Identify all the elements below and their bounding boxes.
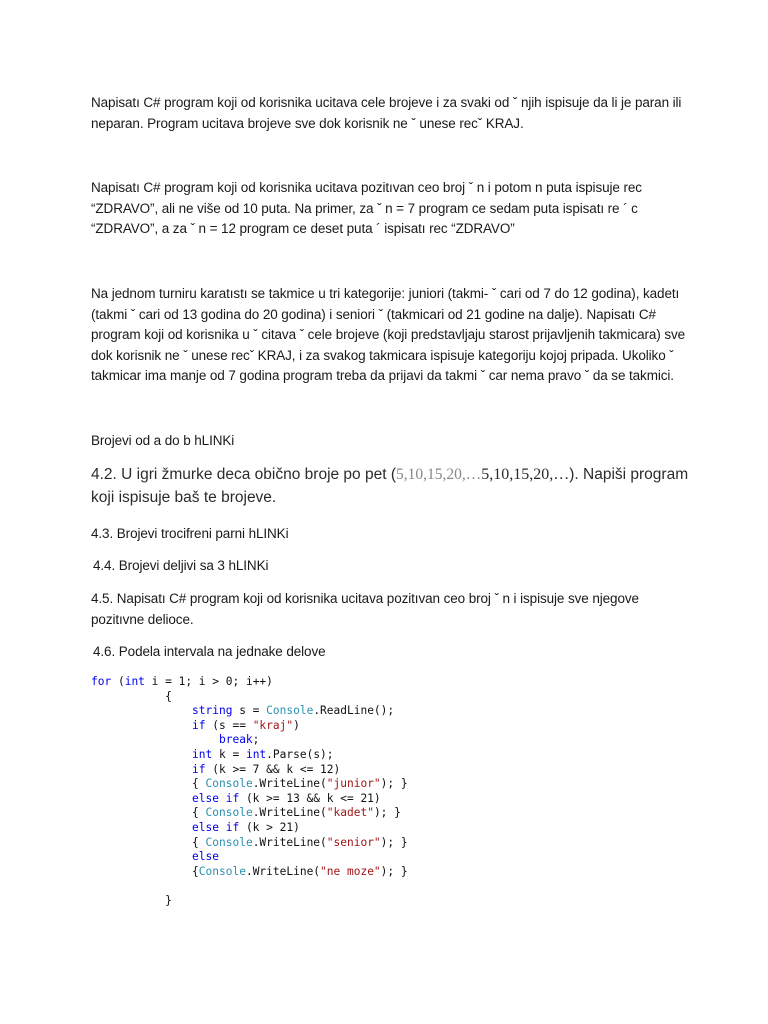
code-keyword: if <box>192 762 206 776</box>
code-block <box>91 675 408 909</box>
code-text: .WriteLine( <box>252 835 327 849</box>
task-text: U igri žmurke deca obično broje po pet ( <box>116 466 396 483</box>
code-text: { <box>192 777 206 791</box>
code-text: (k > 21) <box>239 820 300 834</box>
code-text: .ReadLine(); <box>313 704 395 718</box>
code-text: (s == <box>205 718 253 732</box>
code-string: "junior" <box>326 777 381 791</box>
sequence-serif: 5,10,15,20,… <box>396 466 482 483</box>
task-paragraph-karate: Na jednom turniru karatıstı se takmice u tri kategorije: juniori (takmi- ˇ cari od 7 do 12 godina), kadetı (takmi ˇ cari od 13 godina do 20 godina) i seniori ˇ (takmicari od 21 godine na dalje). Napisatı C# program koji od korisnika u ˇ citava ˇ cele brojeve (koji predstavljaju starost prijavljenih takmicara) sve dok korisnik ne ˇ unese recˇ KRAJ, i za svakog takmicara ispisuje kategoriju kojoj pripada. Ukoliko ˇ takmicar ima manje od 7 godina program treba da prijavi da takmi ˇ car nema pravo ˇ da se takmici. <box>91 286 686 383</box>
sequence: 5,10,15,20,… <box>481 466 570 483</box>
task-4-5: 4.5. Napisatı C# program koji od korisnika ucitava pozitıvan ceo broj ˇ n i ispisuje sve njegove pozitıvne delioce. <box>91 591 639 627</box>
code-text: ; <box>252 733 260 747</box>
code-text: } <box>165 893 172 907</box>
task-text-end: ). Napiši program koji ispisuje baš te brojeve. <box>91 466 689 506</box>
code-text: (k >= 7 && k <= 12) <box>205 762 341 776</box>
code-string: "senior" <box>326 835 381 849</box>
code-type: Console <box>266 704 314 718</box>
code-text: { <box>192 806 206 820</box>
code-text: ( <box>111 675 125 688</box>
task-4-2 <box>91 463 691 509</box>
code-keyword: for <box>91 675 112 688</box>
code-text: { <box>165 689 172 703</box>
code-keyword: string <box>192 704 233 718</box>
code-text: ); } <box>373 806 401 820</box>
code-text: ); } <box>380 864 408 878</box>
task-4-6: 4.6. Podela intervala na jednake delove <box>93 644 326 659</box>
code-text: .WriteLine( <box>252 777 327 791</box>
code-text: i = 1; i > 0; i++) <box>144 675 273 688</box>
code-keyword: else <box>192 850 219 864</box>
code-keyword: break <box>218 733 253 747</box>
code-text: .Parse(s); <box>266 747 334 761</box>
code-keyword: if <box>192 718 206 732</box>
code-text: ); } <box>380 835 408 849</box>
code-text: .WriteLine( <box>252 806 327 820</box>
code-keyword: else if <box>192 791 240 805</box>
code-type: Console <box>205 835 253 849</box>
code-type: Console <box>205 806 253 820</box>
code-type: Console <box>205 777 253 791</box>
code-keyword: int <box>192 747 213 761</box>
code-keyword: int <box>245 747 267 761</box>
code-text: k = <box>212 747 246 761</box>
task-4-3: 4.3. Brojevi trocifreni parni hLINKi <box>91 526 289 541</box>
code-keyword: int <box>124 675 145 688</box>
code-keyword: else if <box>192 820 240 834</box>
code-text: (k >= 13 && k <= 21) <box>239 791 381 805</box>
code-string: "ne moze" <box>320 864 381 878</box>
task-number: 4.2. <box>91 466 117 483</box>
code-text: .WriteLine( <box>245 864 321 878</box>
section-heading-range: Brojevi od a do b hLINKi <box>91 433 235 448</box>
code-text: ); } <box>380 777 408 791</box>
task-paragraph-parity: Napisatı C# program koji od korisnika ucitava cele brojeve i za svaki od ˇ njih ispisuje da li je paran ili neparan. Program ucitava brojeve sve dok korisnik ne ˇ unese recˇ KRAJ. <box>91 95 682 131</box>
task-4-4: 4.4. Brojevi deljivi sa 3 hLINKi <box>93 558 269 573</box>
code-string: "kadet" <box>326 806 374 820</box>
code-text: ) <box>293 718 300 732</box>
code-text: { <box>192 864 199 878</box>
code-text: s = <box>232 704 267 718</box>
code-type: Console <box>198 864 246 878</box>
code-string: "kraj" <box>252 718 294 732</box>
code-text: { <box>192 835 206 849</box>
task-paragraph-zdravo: Napisatı C# program koji od korisnika ucitava pozitıvan ceo broj ˇ n i potom n puta ispisuje rec “ZDRAVO”, ali ne više od 10 puta. Na primer, za ˇ n = 7 program ce sedam puta ispisatı re ´ c “ZDRAVO”, a za ˇ n = 12 program ce deset puta ´ ispisatı rec “ZDRAVO” <box>91 180 642 236</box>
